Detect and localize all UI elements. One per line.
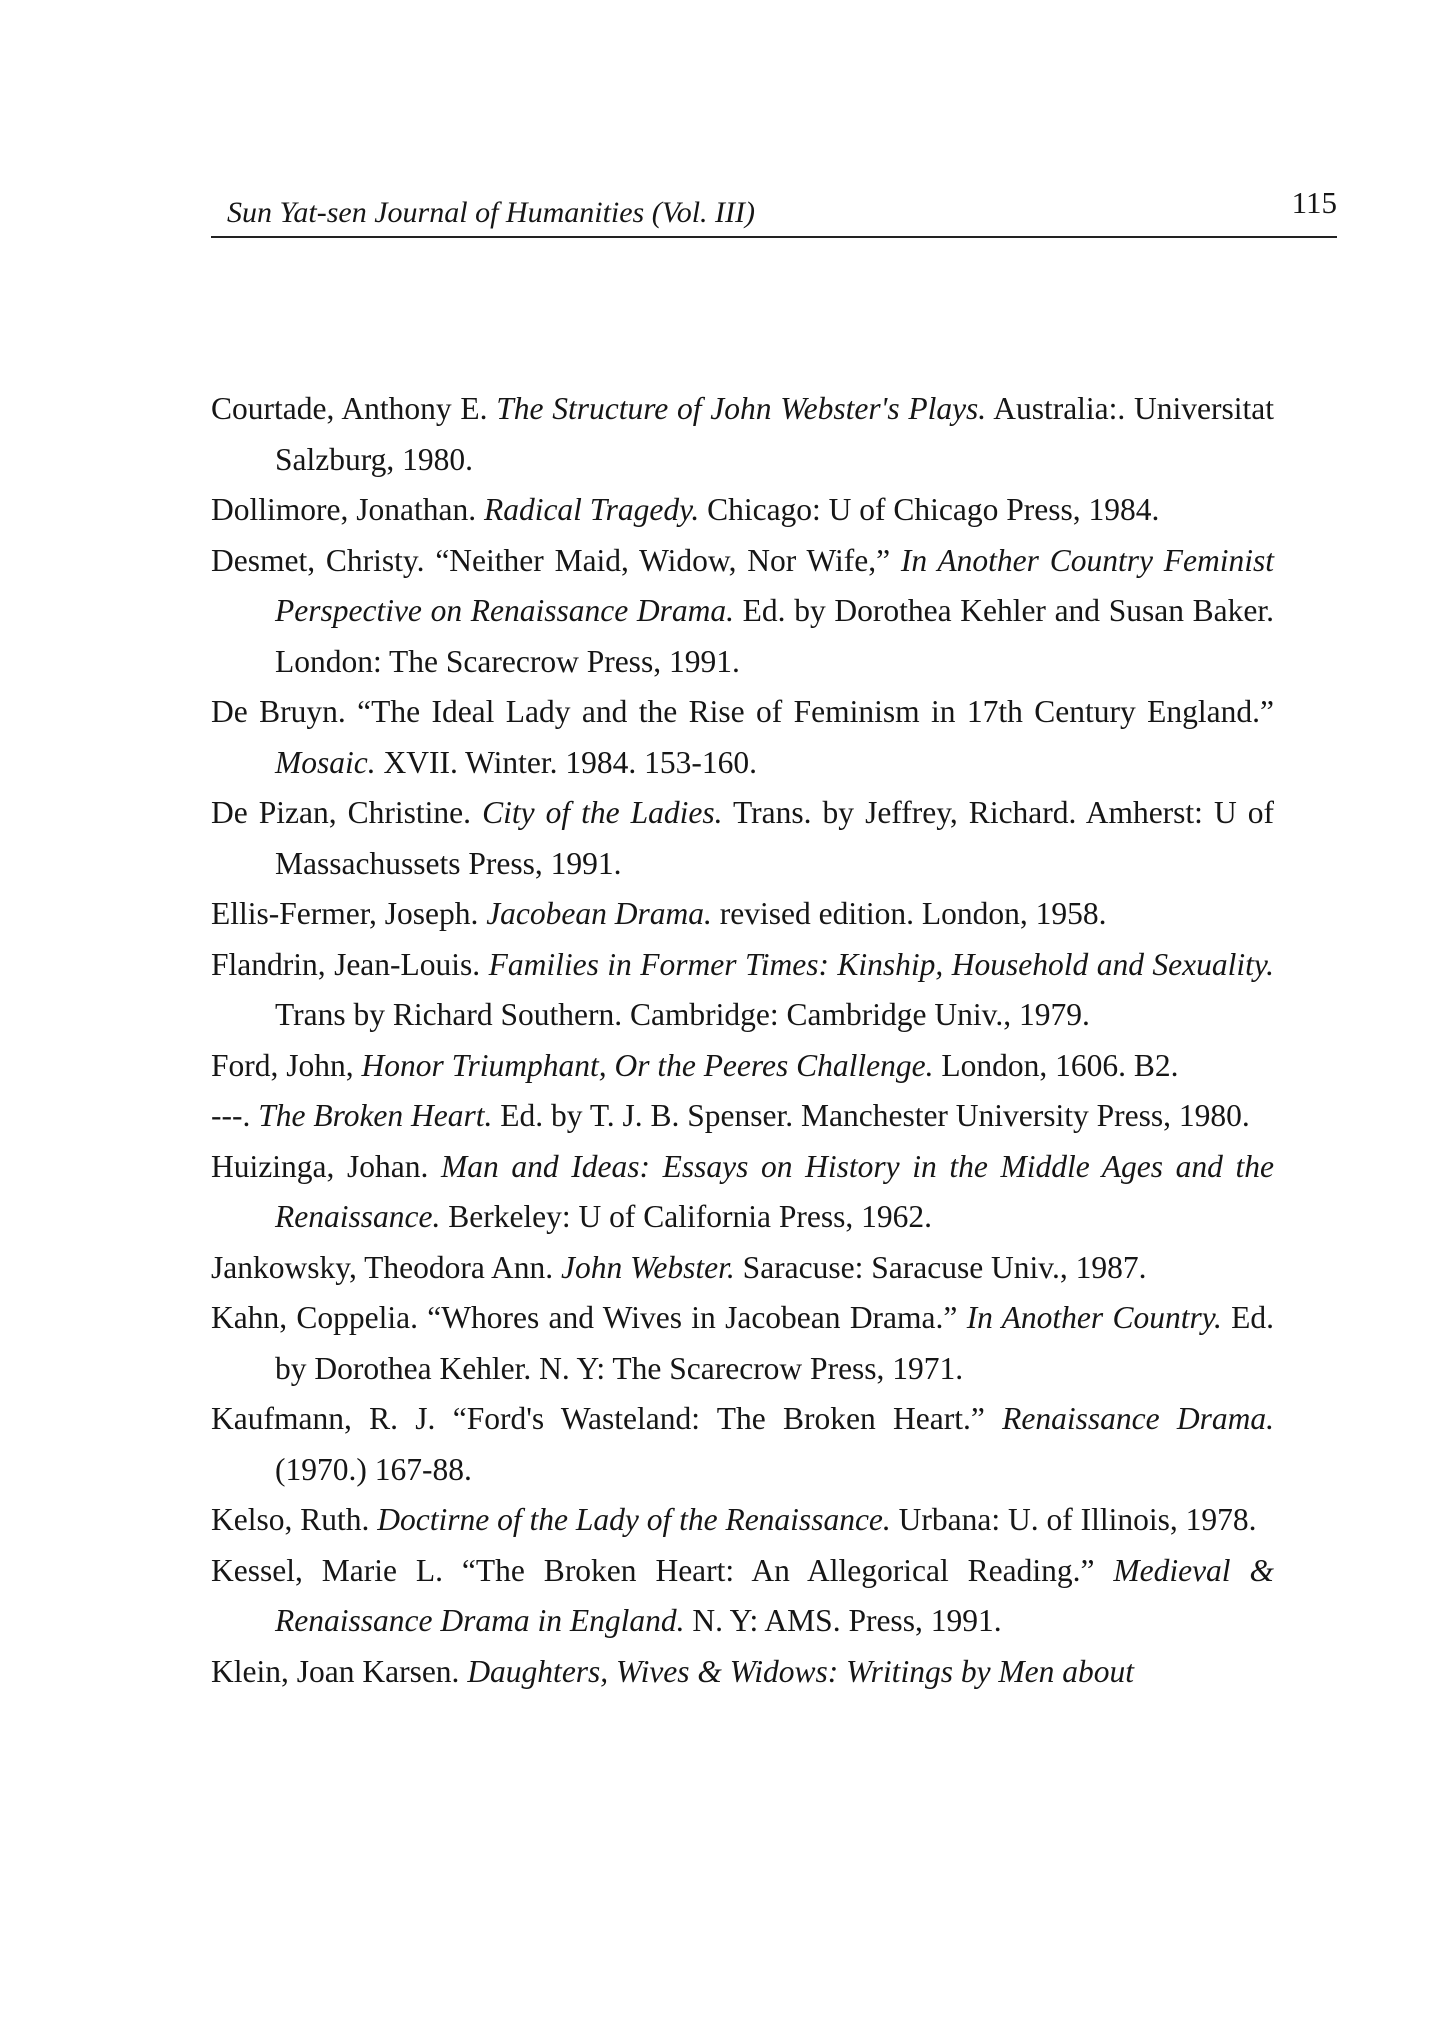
entry-lead-text: Courtade, Anthony E.: [211, 391, 497, 426]
entry-lead-text: Ford, John,: [211, 1047, 362, 1083]
entry-lead-text: Ellis-Fermer, Joseph.: [211, 896, 487, 931]
bibliography-entry: [211, 788, 1274, 889]
entry-italic-title: Mosaic.: [275, 744, 376, 780]
entry-trail-text: Australia:. Universitat Salzburg, 1980.: [275, 391, 1274, 477]
bibliography-entry: [211, 1041, 1274, 1092]
entry-italic-title: In Another Country Feminist Perspective on Renaissance Drama.: [275, 542, 1274, 628]
bibliography-entry: [211, 1243, 1274, 1294]
bibliography-list: [211, 384, 1274, 1697]
entry-trail-text: London, 1606. B2.: [933, 1047, 1179, 1083]
entry-lead-text: Kaufmann, R. J. “Ford's Wasteland: The Broken Heart.”: [211, 1401, 1003, 1436]
entry-trail-text: XVII. Winter. 1984. 153-160.: [375, 744, 757, 780]
entry-trail-text: Chicago: U of Chicago Press, 1984.: [699, 492, 1160, 527]
bibliography-entry: [211, 485, 1274, 536]
entry-lead-text: Klein, Joan Karsen.: [211, 1653, 468, 1689]
entry-italic-title: Jacobean Drama.: [486, 896, 712, 931]
entry-italic-title: City of the Ladies.: [482, 795, 723, 830]
entry-italic-title: Doctirne of the Lady of the Renaissance.: [377, 1502, 891, 1537]
entry-trail-text: N. Y: AMS. Press, 1991.: [684, 1603, 1002, 1638]
bibliography-entry: [211, 1091, 1274, 1142]
entry-trail-text: Urbana: U. of Illinois, 1978.: [890, 1502, 1257, 1537]
journal-title: Sun Yat-sen Journal of Humanities (Vol. III): [227, 196, 756, 229]
entry-lead-text: Kessel, Marie L. “The Broken Heart: An Allegorical Reading.”: [211, 1552, 1114, 1588]
entry-italic-title: Renaissance Drama.: [1002, 1401, 1274, 1436]
entry-trail-text: Ed. by Dorothea Kehler. N. Y: The Scarecrow Press, 1971.: [275, 1300, 1275, 1386]
entry-italic-title: In Another Country.: [966, 1300, 1222, 1335]
bibliography-entry: [211, 1394, 1274, 1495]
entry-trail-text: (1970.) 167-88.: [275, 1451, 472, 1487]
entry-italic-title: The Broken Heart.: [258, 1098, 493, 1133]
entry-italic-title: Honor Triumphant, Or the Peeres Challenge.: [361, 1047, 934, 1083]
entry-lead-text: De Pizan, Christine.: [211, 795, 483, 830]
running-head: [211, 185, 1337, 238]
entry-italic-title: John Webster.: [560, 1249, 735, 1285]
entry-italic-title: Radical Tragedy.: [483, 492, 700, 527]
page-number: 115: [1291, 185, 1337, 220]
entry-lead-text: Jankowsky, Theodora Ann.: [211, 1249, 561, 1285]
bibliography-entry: [211, 536, 1274, 688]
entry-lead-text: Desmet, Christy. “Neither Maid, Widow, Nor Wife,”: [211, 542, 901, 578]
entry-lead-text: Flandrin, Jean-Louis.: [211, 946, 489, 982]
entry-trail-text: Ed. by T. J. B. Spenser. Manchester University Press, 1980.: [492, 1098, 1250, 1133]
entry-lead-text: ---.: [211, 1098, 259, 1133]
entry-trail-text: Trans by Richard Southern. Cambridge: Cambridge Univ., 1979.: [275, 997, 1090, 1032]
entry-italic-title: Man and Ideas: Essays on History in the Middle Ages and the Renaissance.: [275, 1148, 1274, 1234]
entry-trail-text: Berkeley: U of California Press, 1962.: [440, 1199, 932, 1234]
bibliography-entry: [211, 1647, 1274, 1698]
entry-trail-text: Saracuse: Saracuse Univ., 1987.: [734, 1249, 1147, 1285]
bibliography-entry: [211, 384, 1274, 485]
entry-italic-title: Families in Former Times: Kinship, Household and Sexuality.: [488, 946, 1274, 982]
bibliography-entry: [211, 1495, 1274, 1546]
entry-italic-title: Daughters, Wives & Widows: Writings by Men about: [467, 1653, 1135, 1689]
bibliography-entry: [211, 1293, 1274, 1394]
entry-trail-text: Trans. by Jeffrey, Richard. Amherst: U of Massachussets Press, 1991.: [275, 795, 1274, 881]
bibliography-entry: [211, 687, 1274, 788]
bibliography-entry: [211, 889, 1274, 940]
entry-trail-text: revised edition. London, 1958.: [711, 896, 1107, 931]
entry-italic-title: The Structure of John Webster's Plays.: [496, 391, 987, 426]
entry-lead-text: Kahn, Coppelia. “Whores and Wives in Jacobean Drama.”: [211, 1300, 967, 1335]
entry-lead-text: Dollimore, Jonathan.: [211, 492, 484, 527]
bibliography-entry: [211, 1142, 1274, 1243]
entry-lead-text: Kelso, Ruth.: [211, 1502, 378, 1537]
entry-lead-text: Huizinga, Johan.: [211, 1148, 441, 1184]
entry-italic-title: Medieval & Renaissance Drama in England.: [275, 1552, 1274, 1638]
entry-lead-text: De Bruyn. “The Ideal Lady and the Rise of Feminism in 17th Century England.”: [211, 694, 1274, 729]
bibliography-entry: [211, 940, 1274, 1041]
bibliography-entry: [211, 1546, 1274, 1647]
entry-trail-text: Ed. by Dorothea Kehler and Susan Baker. London: The Scarecrow Press, 1991.: [275, 593, 1274, 679]
